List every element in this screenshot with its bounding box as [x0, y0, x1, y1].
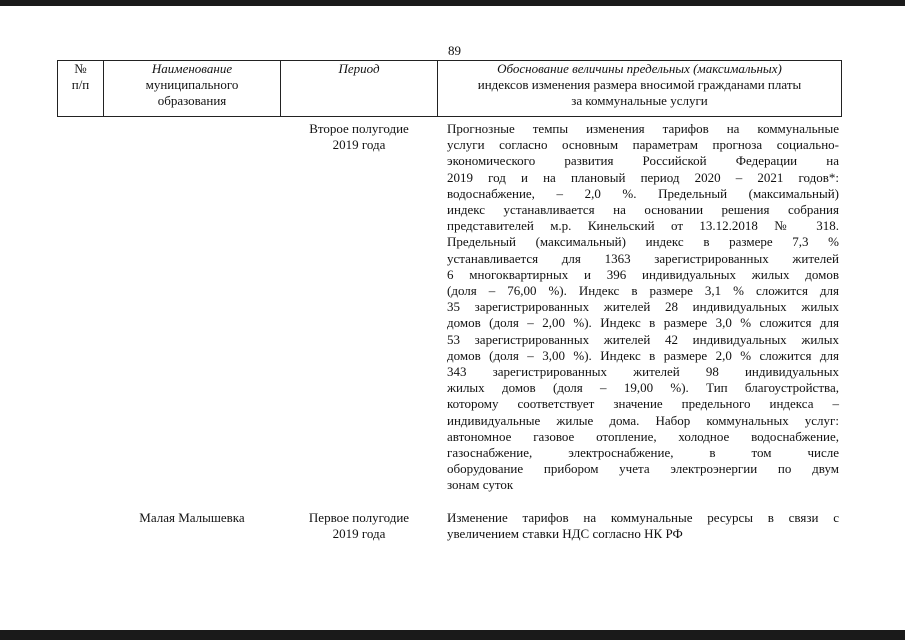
basis-text-line: которому соответствует значение предельного индекса – — [447, 396, 839, 412]
basis-text-line: 53 зарегистрированных жителей 42 индивидуальных жилых — [447, 331, 839, 347]
header-number — [57, 61, 104, 93]
basis-text-line: Прогнозные темпы изменения тарифов на коммунальные — [447, 121, 839, 136]
basis-text-line: домов (доля – 2,00 %). Индекс в размере 3,0 % сложится для — [447, 315, 839, 331]
basis-text-line: 6 многоквартирных и 396 индивидуальных жилых домов — [447, 266, 839, 282]
basis-text-line: жилых домов (доля – 19,00 %). Тип благоустройства, — [447, 380, 839, 396]
row-basis — [447, 510, 839, 542]
basis-text-line: зонам суток — [447, 477, 514, 493]
basis-text-line: 343 зарегистрированных жителей 98 индивидуальных — [447, 364, 839, 380]
basis-text-line: Изменение тарифов на коммунальные ресурсы в связи с — [447, 510, 839, 525]
row-period-line: 2019 года — [332, 137, 386, 153]
header-period-line: Период — [338, 61, 380, 76]
row-municipality: Малая Малышевка — [139, 510, 245, 525]
basis-text-line: индекс устанавливается на основании решения собрания — [447, 202, 839, 218]
row-period-line: Второе полугодие — [309, 121, 409, 136]
basis-text-line: индивидуальные жилые дома. Набор коммунальных услуг: — [447, 412, 839, 428]
header-number-line: № — [74, 61, 87, 76]
basis-text-line: представителей м.р. Кинельский от 13.12.2018 № 318. — [447, 218, 839, 234]
basis-text-line: домов (доля – 3,00 %). Индекс в размере 2,0 % сложится для — [447, 347, 839, 363]
basis-text-line: устанавливается для 1363 зарегистрированных жителей — [447, 250, 839, 266]
header-basis — [438, 61, 841, 109]
basis-text-line: 35 зарегистрированных жителей 28 индивидуальных жилых — [447, 299, 839, 315]
basis-text-line: 2019 год и на плановый период 2020 – 2021 годов*: — [447, 169, 839, 185]
basis-text-line: увеличением ставки НДС согласно НК РФ — [447, 526, 683, 542]
header-basis-line: Обоснование величины предельных (максимальных) — [497, 61, 782, 76]
row-period-line: 2019 года — [332, 526, 386, 542]
header-municipality-line: муниципального — [145, 77, 239, 92]
col-divider-4 — [841, 60, 842, 117]
page-number: 89 — [448, 43, 461, 58]
basis-text-line: газоснабжение, электроснабжение, в том числе — [447, 445, 839, 461]
row-period — [281, 121, 437, 153]
header-basis-line: за коммунальные услуги — [571, 93, 708, 108]
basis-text-line: оборудование прибором учета электроэнергии по двум — [447, 461, 839, 477]
basis-text-line: услуги согласно основным параметрам прогноза социально- — [447, 137, 839, 153]
scan-bottom-border — [0, 630, 905, 640]
basis-text-line: (доля – 76,00 %). Индекс в размере 3,1 % сложится для — [447, 283, 839, 299]
basis-text-line: Предельный (максимальный) индекс в размере 7,3 % — [447, 234, 839, 250]
basis-text-line: автономное газовое отопление, холодное водоснабжение, — [447, 428, 839, 444]
header-basis-line: индексов изменения размера вносимой гражданами платы — [477, 77, 802, 92]
row-basis — [447, 121, 839, 494]
basis-text-line: водоснабжение, – 2,0 %. Предельный (максимальный) — [447, 185, 839, 201]
scan-top-border — [0, 0, 905, 6]
row-period-line: Первое полугодие — [308, 510, 410, 525]
header-number-line: п/п — [71, 77, 90, 92]
header-municipality — [104, 61, 280, 109]
row-period — [281, 510, 437, 542]
header-bottom-rule — [57, 116, 842, 117]
header-period — [281, 61, 437, 77]
basis-text-line: экономического развития Российской Федерации на — [447, 153, 839, 169]
header-municipality-line: образования — [157, 93, 227, 108]
header-municipality-line: Наименование — [151, 61, 233, 76]
